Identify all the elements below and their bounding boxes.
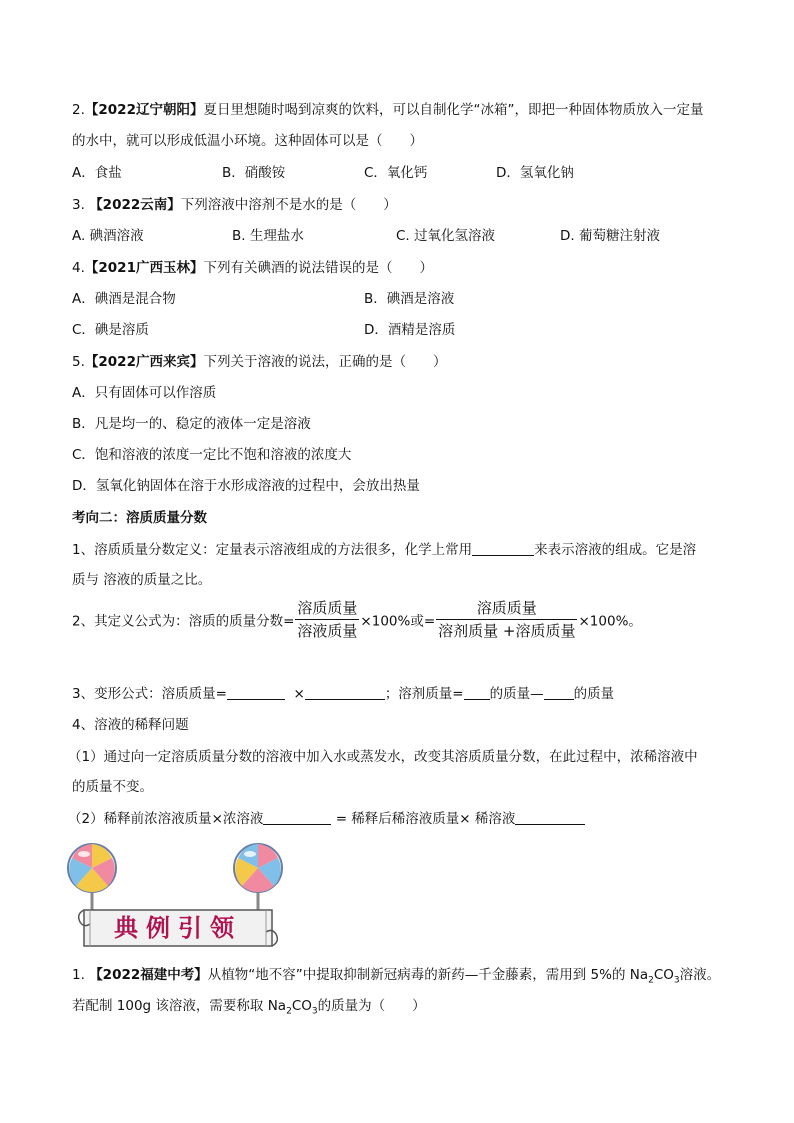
q4-option-a: A．碘酒是混合物 bbox=[72, 291, 176, 307]
formula-suffix: ×100%。 bbox=[578, 613, 642, 630]
definition-text-b: 来表示溶液的组成。它是溶 bbox=[534, 542, 697, 558]
dilution-blank-2[interactable] bbox=[515, 810, 585, 825]
example1-source-tag: 【2022福建中考】 bbox=[89, 967, 208, 983]
left-ball-icon bbox=[68, 844, 116, 892]
q2-option-a: A．食盐 bbox=[72, 165, 122, 181]
q3-option-c: C. 过氧化氢溶液 bbox=[396, 228, 496, 244]
dilution-item1-line2: 的质量不变。 bbox=[72, 779, 153, 795]
transform-text-a: 3、变形公式：溶质质量= bbox=[72, 686, 227, 702]
fraction-1-denominator: 溶液质量 bbox=[297, 622, 358, 640]
dilution-item1-line1: （1）通过向一定溶质质量分数的溶液中加入水或蒸发水，改变其溶质质量分数，在此过程中，浓稀溶液中 bbox=[68, 749, 698, 765]
section2-heading: 考向二：溶质质量分数 bbox=[72, 510, 207, 526]
fraction-2 bbox=[436, 598, 577, 641]
q5-option-c: C．饱和溶液的浓度一定比不饱和溶液的浓度大 bbox=[72, 447, 352, 463]
q5-line bbox=[72, 352, 446, 372]
formula-prefix: 2、其定义公式为：溶质的质量分数= bbox=[72, 613, 295, 630]
example1-sub-2: 3 bbox=[673, 975, 680, 986]
q5-option-d: D．氢氧化钠固体在溶于水形成溶液的过程中，会放出热量 bbox=[72, 478, 420, 494]
q4-option-b: B．碘酒是溶液 bbox=[364, 291, 455, 307]
dilution-heading: 4、溶液的稀释问题 bbox=[72, 717, 189, 733]
transform-blank-4[interactable] bbox=[544, 685, 574, 700]
definition-blank[interactable] bbox=[472, 541, 534, 556]
q5-option-b: B．凡是均一的、稳定的液体一定是溶液 bbox=[72, 416, 311, 432]
fraction-2-numerator: 溶质质量 bbox=[436, 598, 577, 620]
q2-option-d: D．氢氧化钠 bbox=[496, 165, 574, 181]
q4-option-d: D．酒精是溶质 bbox=[364, 322, 456, 338]
example1-text-end: 溶液。 bbox=[679, 967, 721, 983]
dilution-item2-line bbox=[68, 809, 585, 829]
example1-line2-text-mid: CO bbox=[291, 998, 312, 1014]
transform-text-e: 的质量 bbox=[573, 686, 615, 702]
q2-stem-text: 夏日里想随时喝到凉爽的饮料，可以自制化学“冰箱”，即把一种固体物质放入一定量 bbox=[203, 102, 704, 118]
q3-source-tag: 【2022云南】 bbox=[89, 197, 181, 213]
transform-blank-1[interactable] bbox=[227, 685, 285, 700]
example1-line2-text-a: 若配制 100g 该溶液，需要称取 Na bbox=[72, 998, 287, 1014]
q2-option-b: B．硝酸铵 bbox=[222, 165, 286, 181]
transform-text-c: ；溶剂质量= bbox=[384, 686, 464, 702]
example1-line2-sub-2: 3 bbox=[311, 1006, 318, 1017]
q5-option-a: A．只有固体可以作溶质 bbox=[72, 385, 217, 401]
transform-blank-3[interactable] bbox=[464, 685, 490, 700]
fraction-1 bbox=[295, 598, 359, 641]
dilution-item2-text-a: （2）稀释前浓溶液质量×浓溶液 bbox=[68, 811, 264, 827]
q2-line1 bbox=[72, 100, 703, 120]
dilution-blank-1[interactable] bbox=[263, 810, 331, 825]
q2-number: 2. bbox=[72, 102, 85, 118]
example1-number: 1. bbox=[72, 967, 85, 983]
definition-formula bbox=[72, 598, 642, 641]
example1-text-a: 从植物“地不容”中提取抑制新冠病毒的新药—千金藤素，需用到 5%的 Na bbox=[207, 967, 649, 983]
right-ball-icon bbox=[234, 844, 282, 892]
q5-source-tag: 【2022广西来宾】 bbox=[84, 354, 204, 370]
formula-mid: ×100%或= bbox=[360, 613, 436, 630]
definition-text-a: 1、溶质质量分数定义：定量表示溶液组成的方法很多，化学上常用 bbox=[72, 542, 473, 558]
q4-source-tag: 【2021广西玉林】 bbox=[84, 260, 204, 276]
transform-times: × bbox=[293, 686, 305, 702]
q4-stem-text: 下列有关碘酒的说法错误的是（ ） bbox=[203, 260, 433, 276]
q3-line bbox=[72, 195, 397, 215]
transform-formula-line bbox=[72, 684, 614, 704]
q4-option-c: C．碘是溶质 bbox=[72, 322, 149, 338]
definition-line1 bbox=[72, 540, 696, 560]
transform-blank-2[interactable] bbox=[305, 685, 385, 700]
fraction-2-denominator: 溶剂质量 +溶质质量 bbox=[438, 622, 576, 640]
example1-line2-sub-1: 2 bbox=[286, 1006, 292, 1017]
q5-stem-text: 下列关于溶液的说法，正确的是（ ） bbox=[203, 354, 447, 370]
q3-option-d: D. 葡萄糖注射液 bbox=[560, 228, 660, 244]
example1-line1 bbox=[72, 965, 720, 991]
q5-number: 5. bbox=[72, 354, 85, 370]
fraction-1-numerator: 溶质质量 bbox=[295, 598, 359, 620]
q4-number: 4. bbox=[72, 260, 85, 276]
dilution-item2-text-b: = 稀释后稀溶液质量× 稀溶液 bbox=[331, 811, 516, 827]
example1-line2 bbox=[72, 996, 426, 1022]
q3-option-a: A. 碘酒溶液 bbox=[72, 228, 144, 244]
q2-line2: 的水中，就可以形成低温小环境。这种固体可以是（ ） bbox=[72, 133, 423, 149]
q3-option-b: B. 生理盐水 bbox=[232, 228, 304, 244]
definition-line2: 质与 溶液的质量之比。 bbox=[72, 572, 212, 588]
example-banner bbox=[62, 838, 294, 950]
q4-line bbox=[72, 258, 433, 278]
banner-title: 典例引领 bbox=[114, 913, 242, 942]
example1-sub-1: 2 bbox=[648, 975, 654, 986]
transform-text-d: 的质量— bbox=[489, 686, 544, 702]
q3-number: 3. bbox=[72, 197, 85, 213]
example1-text-mid: CO bbox=[653, 967, 674, 983]
q2-option-c: C．氧化钙 bbox=[364, 165, 428, 181]
q2-source-tag: 【2022辽宁朝阳】 bbox=[84, 102, 204, 118]
example1-line2-text-end: 的质量为（ ） bbox=[317, 998, 426, 1014]
q3-stem-text: 下列溶液中溶剂不是水的是（ ） bbox=[180, 197, 397, 213]
